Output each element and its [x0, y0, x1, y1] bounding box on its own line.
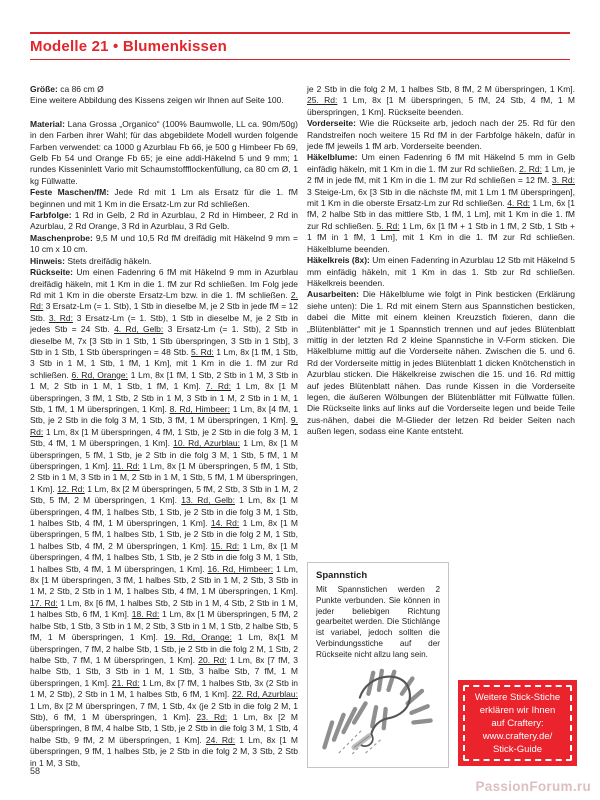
promo-line: erklären wir Ihnen	[479, 704, 556, 716]
farbfolge-paragraph: Farbfolge: 1 Rd in Gelb, 2 Rd in Azurblau, 2 Rd in Himbeer, 2 Rd in Azurblau, 2 Rd Orange, 3 Rd in Azurblau, 3 Rd Gelb.	[30, 210, 298, 232]
rueckseite-continuation-paragraph: je 2 Stb in die folg 2 M, 1 halbes Stb, 8 fM, 2 M überspringen, 1 Km]. 25. Rd: 1 Lm, 8x [1 M überspringen, 5 fM, 24 Stb, 4 fM, 1 M überspringen, 1 Km]. Rückseite beenden.	[307, 84, 575, 117]
haekelblume-paragraph: Häkelblume: Um einen Fadenring 6 fM mit Häkelnd 5 mm in Gelb einfädig häkeln, mit 1 Km in die 1. fM zur Rd schließen. 2. Rd: 1 Lm, je 2 fM in jede fM, mit 1 Km in die 1. fM zur Rd schließen = 12 fM. 3. Rd: 3 Steige-Lm, 6x [3 Stb in die nächste fM, mit 1 Lm 1 fM überspringen], mit 1 Km in die oberste Ersatz-Lm zur Rd schließen. 4. Rd: 1 Lm, 6x [1 fM, 2 halbe Stb in das mittlere Stb, 1 fM, 1 Lm], mit 1 Km in die 1. fM zur Rd schließen. 5. Rd: 1 Lm, 6x [1 fM + 1 Stb in 1 fM, 2 Stb, 1 Stb + 1 fM in 1 fM, 1 Lm], mit 1 Km in die 1. fM zur Rd schließen. Häkelblume beenden.	[307, 152, 575, 254]
ausarbeiten-paragraph: Ausarbeiten: Die Häkelblume wie folgt in Pink besticken (Erklärung siehe unten): Die 1. Rd mit einem Stern aus Spannstichen besticken, dabei die Mitte mit einem kleinen Kreuzstich fixieren, dann die „Blütenblätter“ mit je 1 Spannstich trennen und auf jedes Blütenblatt mittig in der letzten Rd 2 kleine Spannstiche in V-Form sticken. Die Häkelblume mittig auf die Vorderseite nähen. Zwischen die 5. und 6. Rd der Vorderseite mittig in jedes Blütenblatt 1 dicken Knötchenstich in Azurblau sticken. Die Häkelkreise zwischen die 15. und 16. Rd mittig auf jedes Blütenblatt nähen. Das runde Kissen in die Vorderseite legen, die äußeren Wölbungen der Blütenblätter mit Füllwatte füllen. Die Rückseite links auf links auf die Vorderseite legen und beide Teile zus-nähen, dabei die M-Glieder der letzen Rd beider Seiten nach außen legen, sodass eine Kante entsteht.	[307, 289, 575, 437]
promo-line: Weitere Stick-Stiche	[474, 691, 561, 703]
info-box-title: Spannstich	[316, 570, 368, 581]
promo-line: Stick-Guide	[492, 743, 543, 755]
spannstich-info-box	[307, 562, 449, 768]
hinweis-paragraph: Hinweis: Stets dreifädig häkeln.	[30, 255, 152, 266]
header-rule-top	[30, 32, 570, 34]
left-column	[30, 84, 298, 769]
promo-line: www.craftery.de/	[482, 730, 553, 742]
page-number: 58	[30, 766, 41, 776]
material-paragraph: Material: Lana Grossa „Organico“ (100% Baumwolle, LL ca. 90m/50g) in den Farben ihrer Wahl; für das abgebildete Modell wurden folgende Farben verwendet: ca 1000 g Azurblau Fb 66, je 500 g Himbeer Fb 69, Gelb Fb 54 und Orange Fb 65; je eine addi-Häkelnd 5 und 9 mm; 1 rundes Kisseninlett Vario mit Schaumstoffflockenfüllung, ca 80 cm Ø, 1 kg Füllwatte.	[30, 118, 298, 186]
rueckseite-paragraph: Rückseite: Um einen Fadenring 6 fM mit Häkelnd 9 mm in Azurblau dreifädig häkeln, mit 1 Km in die 1. fM zur Rd schließen. Im Folg jede Rd mit 1 Km in die oberste Ersatz-Lm bzw. in die 1. fM schließen. 2. Rd: 3 Ersatz-Lm (= 1. Stb), 1 Stb in dieselbe M, je 2 Stb in jede fM = 12 Stb. 3. Rd: 3 Ersatz-Lm (= 1. Stb), 1 Stb in dieselbe M, je 2 Stb in jedes Stb = 24 Stb. 4. Rd, Gelb: 3 Ersatz-Lm (= 1. Stb), 2 Stb in dieselbe M, 7x [3 Stb in 1 Stb, 1 Stb überspringen, 3 Stb in 1 Stb], 3 Stb in 1 Stb, 1 Stb überspringen = 48 Stb. 5. Rd: 1 Lm, 8x [1 fM, 1 Stb, 3 Stb in 1 M, 1 Stb, 1 fM, 1 Km], mit 1 Km in die 1. fM zur Rd schließen. 6. Rd, Orange: 1 Lm, 8x [1 fM, 1 Stb, 2 Stb in 1 M, 3 Stb in 1 M, 2 Stb in 1 M, 1 Stb, 1 fM, 1 Km]. 7. Rd: 1 Lm, 8x [1 M überspringen, 3 fM, 1 Stb, 2 Stb in 1 M, 3 Stb in 1 M, 2 Stb in 1 M, 1 Stb, 1 fM, 1 M überspringen, 1 Km]. 8. Rd, Himbeer: 1 Lm, 8x [4 fM, 1 Stb, je 2 Stb in die folg 3 M, 1 Stb, 3 fM, 1 M überspringen, 1 Km]. 9. Rd: 1 Lm, 8x [1 M überspringen, 4 fM, 1 Stb, je 2 Stb in die folg 3 M, 1 Stb, 4 fM, 1 M überspringen, 1 Km]. 10. Rd, Azurblau: 1 Lm, 8x [1 M überspringen, 5 fM, 1 Stb, je 2 Stb in die folg 3 M, 1 Stb, 5 fM, 1 M überspringen, 1 Km]. 11. Rd: 1 Lm, 8x [1 M überspringen, 5 fM, 1 Stb, 2 Stb in 1 M, 3 Stb in 1 M, 2 Stb in 1 M, 1 Stb, 5 fM, 1 M überspringen, 1 Km]. 12. Rd: 1 Lm, 8x [2 M überspringen, 5 fM, 2 Stb, 3 Stb in 1 M, 2 Stb, 5 fM, 2 M überspringen, 1 Km]. 13. Rd, Gelb: 1 Lm, 8x [1 M überspringen, 4 fM, 1 halbes Stb, 1 Stb, je 2 Stb in die folg 3 M, 1 Stb, 1 halbes Stb, 4 fM, 1 M überspringen, 1 Km]. 14. Rd: 1 Lm, 8x [1 M überspringen, 5 fM, 1 halbes Stb, 1 Stb, je 2 Stb in die folg 2 M, 1 Stb, 1 halbes Stb, 4 fM, 2 M überspringen, 1 Km]. 15. Rd: 1 Lm, 8x [1 M überspringen, 4 fM, 1 halbes Stb, 1 Stb, je 2 Stb in die folg 3 M, 1 Stb, 1 halbes Stb, 4 fM, 1 M überspringen, 1 Km]. 16. Rd, Himbeer: 1 Lm, 8x [1 M überspringen, 3 fM, 1 halbes Stb, 2 Stb in 1 M, 2 Stb, 3 Stb in 1 M, 2 Stb, 2 Stb in 1 M, 1 halbes Stb, 4 fM, 1 M überspringen, 1 Km]. 17. Rd: 1 Lm, 8x [6 fM, 1 halbes Stb, 2 Stb in 1 M, 4 Stb, 2 Stb in 1 M, 1 halbes Stb, 6 fM, 1 Km]. 18. Rd: 1 Lm, 8x [1 M überspringen, 5 fM, 2 halbe Stb, 1 Stb, 3 Stb in 1 M, 2 Stb, 3 Stb in 1 M, 1 Stb, 2 halbe Stb, 5 fM, 1 M überspringen, 1 Km]. 19. Rd, Orange: 1 Lm, 8x[1 M überspringen, 7 fM, 2 halbe Stb, 1 Stb, je 2 Stb in die folg 2 M, 1 Stb, 2 halbe Stb, 7 fM, 1 M überspringen, 1 Km]. 20. Rd: 1 Lm, 8x [7 fM, 3 halbe Stb, 1 Stb, 3 Stb in 1 M, 1 Stb, 3 halbe Stb, 7 fM, 1 M überspringen, 1 Km]. 21. Rd: 1 Lm, 8x [7 fM, 1 halbes Stb, 3x (2 Stb in 1 M, 2 Stb), 2 Stb in 1 M, 1 halbes Stb, 6 fM, 1 Km]. 22. Rd, Azurblau: 1 Lm, 8x [2 M überspringen, 7 fM, 1 Stb, 4x (je 2 Stb in die folg 2 M, 1 Stb), 6 fM, 1 M überspringen, 1 Km]. 23. Rd: 1 Lm, 8x [2 M überspringen, 8 fM, 4 halbe Stb, 1 Stb, je 2 Stb in die folg 3 M, 1 Stb, 4 halbe Stb, 9 fM, 2 M überspringen, 1 Km]. 24. Rd: 1 Lm, 8x [1 M überspringen, 9 fM, 1 halbes Stb, je 2 Stb in die folg 2 M, 3 Stb, 2 Stb in 1 M, 3 Stb,	[30, 267, 299, 768]
haekelkreis-paragraph: Häkelkreis (8x): Um einen Fadenring in Azurblau 12 Stb mit Häkelnd 5 mm einfädig häkeln, mit 1 Km in das 1. Stb zur Rd schließen. Häkelkreis beenden.	[307, 255, 576, 288]
watermark: PassionForum.ru	[475, 779, 591, 794]
page-title: Modelle 21 • Blumenkissen	[30, 38, 227, 55]
feste-maschen-paragraph: Feste Maschen/fM: Jede Rd mit 1 Lm als Ersatz für die 1. fM beginnen und mit 1 Km in die Ersatz-Lm zur Rd schließen.	[30, 187, 299, 209]
header-rule-bottom	[30, 59, 570, 60]
spannstich-stitch-diagram-icon	[317, 667, 439, 755]
vorderseite-paragraph: Vorderseite: Wie die Rückseite arb, jedoch nach der 25. Rd für den Randstreifen noch weitere 15 Rd fM in der Farbfolge häkeln, dafür in jede fM jeweils 1 fM arb. Vorderseite beenden.	[307, 118, 575, 152]
note-paragraph: Eine weitere Abbildung des Kissens zeigen wir Ihnen auf Seite 100.	[30, 95, 284, 106]
maschenprobe-paragraph: Maschenprobe: 9,5 M und 10,5 Rd fM dreifädig mit Häkelnd 9 mm = 10 cm x 10 cm.	[30, 232, 298, 255]
size-paragraph: Größe: ca 86 cm Ø	[30, 84, 104, 94]
craftery-promo-box	[458, 680, 577, 766]
promo-dashed-border	[463, 685, 572, 761]
promo-line: auf Craftery:	[491, 717, 544, 729]
right-column	[307, 84, 575, 438]
info-box-body: Mit Spannstichen werden 2 Punkte verbunden. Sie können in jeder beliebigen Richtung gearbeitet werden. Die Stichlänge ist variabel, jedoch sollten die Verbindungsstiche auf der Rückseite nicht allzu lang sein.	[316, 585, 440, 659]
